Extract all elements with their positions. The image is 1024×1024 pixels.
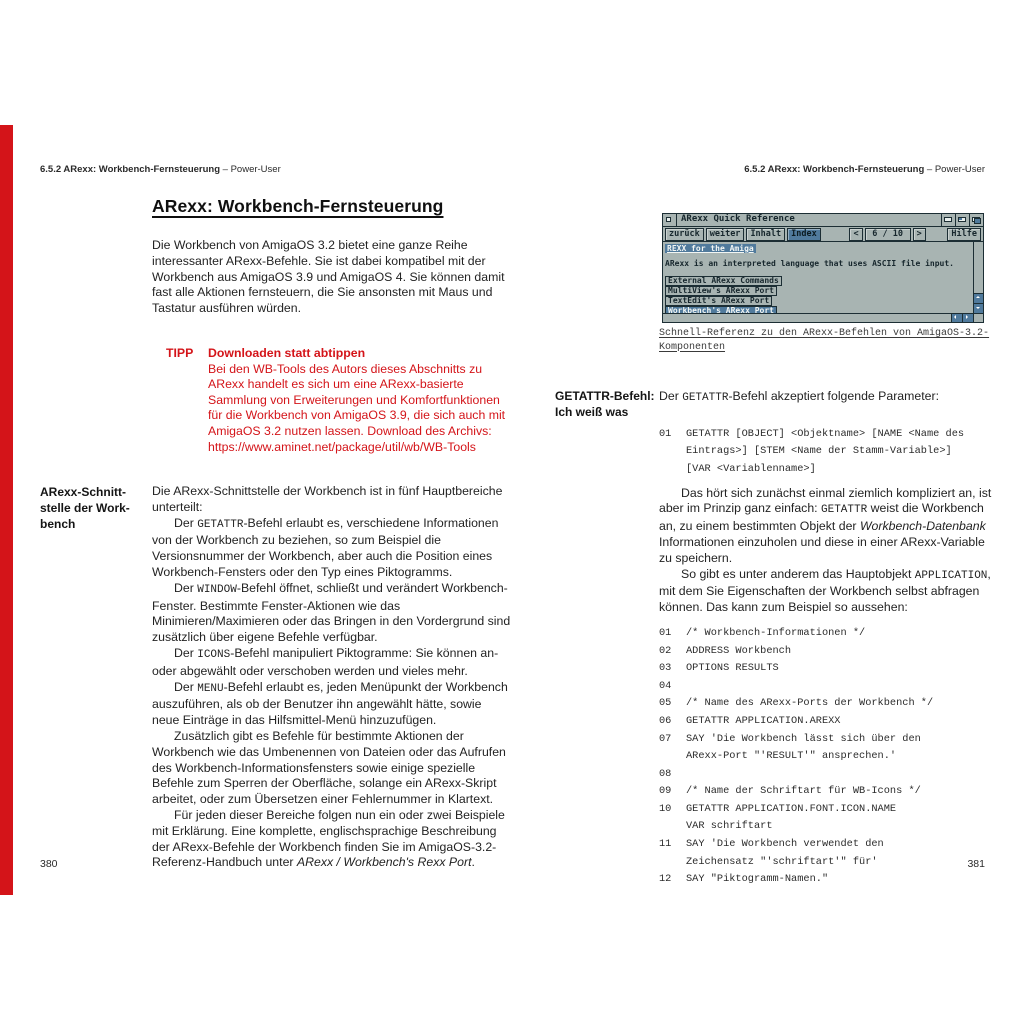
right-body-text (659, 389, 993, 889)
link-external-arexx-commands[interactable]: External ARexx Commands (665, 276, 782, 286)
window-title: ARexx Quick Reference (681, 214, 795, 224)
code-listing-getattr-syntax: 01 GETATTR [OBJECT] <Objektname> [NAME <Name des Eintrags>] [STEM <Name der Stamm-Variable>] [VAR <Variablenname>] (659, 427, 965, 475)
window-toolbar (663, 227, 983, 242)
amiga-window-arexx-quick-reference (662, 213, 984, 323)
body-paragraph: Der WINDOW-Befehl öffnet, schließt und verändert Workbench-Fenster. Bestimmte Fenster-Aktionen wie das Minimieren/Maximieren oder das Bringen in den Vordergrund sind zusätzlich über eigene Befehle verfügbar. (152, 580, 511, 645)
page-title: ARexx: Workbench-Fernsteuerung (152, 196, 444, 216)
link-multiview-arexx-port[interactable]: MultiView's ARexx Port (665, 286, 777, 296)
tip-label: TIPP (166, 346, 194, 360)
page-number-left: 380 (40, 858, 58, 870)
body-paragraph: Zusätzlich gibt es Befehle für bestimmte Aktionen der Workbench wie das Umbenennen von Dateien oder das Aufrufen des Workbench-Informationsfensters sowie einige spezielle Befehle zum Sperren der Oberfläche, solange ein ARexx-Skript arbeitet, oder zum Übersetzen einer Fehlernummer in Klartext. (152, 728, 506, 807)
zoom-gadget-icon[interactable] (955, 214, 969, 226)
close-gadget-icon[interactable] (663, 214, 677, 226)
tip-text: Bei den WB-Tools des Autors dieses Abschnitts zu ARexx handelt es sich um eine ARexx-basierte Sammlung von Erweiterungen und Komfortfunktionen für die Workbench von AmigaOS 3.9, die sich auch mit AmigaOS 3.2 nutzen lassen. Download des Archivs: (208, 361, 506, 438)
back-button[interactable]: zurück (665, 228, 704, 241)
running-header-left (40, 164, 281, 175)
help-button[interactable]: Hilfe (947, 228, 981, 241)
resize-gadget-icon[interactable] (973, 314, 983, 322)
margin-label-getattr-befehl: GETATTR-Befehl: Ich weiß was (555, 389, 655, 419)
scroll-down-icon[interactable] (974, 303, 983, 313)
link-rexx-for-the-amiga[interactable]: REXX for the Amiga (667, 244, 754, 253)
window-titlebar[interactable] (663, 214, 983, 227)
next-page-button[interactable]: > (913, 228, 926, 241)
running-header-section: 6.5.2 ARexx: Workbench-Fernsteuerung (744, 164, 925, 175)
body-paragraph: Die ARexx-Schnittstelle der Workbench ist in fünf Hauptbereiche unterteilt: (152, 484, 503, 514)
page-indicator: 6 / 10 (865, 228, 911, 241)
window-content (663, 242, 973, 313)
vertical-scrollbar[interactable] (973, 242, 983, 313)
body-paragraph: Der ICONS-Befehl manipuliert Piktogramme: Sie können an- oder abgewählt oder verschoben werden und vieles mehr. (152, 645, 499, 678)
tip-body (208, 362, 508, 456)
margin-label-arexx-schnittstelle: ARexx-Schnitt- stelle der Work- bench (40, 485, 130, 531)
scroll-right-icon[interactable] (962, 314, 973, 322)
running-header-right (744, 164, 985, 175)
chapter-color-bar (0, 125, 13, 895)
tip-block (208, 346, 508, 455)
intro-paragraph: Die Workbench von AmigaOS 3.2 bietet eine ganze Reihe interessanter ARexx-Befehle. Sie ist dabei kompatibel mit der Workbench aus AmigaOS 3.9 und AmigaOS 4. Sie können damit fast alle Aktionen fernsteuern, die Sie ansonsten mit Maus und Tastatur ausführen würden. (152, 238, 505, 316)
page-number-right: 381 (967, 858, 985, 870)
left-body-text (152, 484, 512, 871)
forward-button[interactable]: weiter (706, 228, 745, 241)
window-text-line: ARexx is an interpreted language that uses ASCII file input. (665, 259, 954, 268)
iconify-gadget-icon[interactable] (941, 214, 955, 226)
window-link-list (665, 276, 973, 313)
link-workbench-arexx-port[interactable]: Workbench's ARexx Port (665, 306, 777, 313)
body-paragraph: Der GETATTR-Befehl erlaubt es, verschiedene Informationen von der Workbench zu beziehen, so zum Beispiel die Versionsnummer der Workbench, aber auch die Position eines Workbench-Fensters oder den Typ eines Piktogramms. (152, 515, 499, 579)
body-paragraph: Der GETATTR-Befehl akzeptiert folgende Parameter: (659, 389, 939, 404)
running-header-section: 6.5.2 ARexx: Workbench-Fernsteuerung (40, 164, 221, 175)
prev-page-button[interactable]: < (849, 228, 862, 241)
contents-button[interactable]: Inhalt (746, 228, 785, 241)
scroll-up-icon[interactable] (974, 293, 983, 303)
tip-url: https://www.aminet.net/package/util/wb/WB-Tools (208, 439, 476, 454)
screenshot-caption: Schnell-Referenz zu den ARexx-Befehlen von AmigaOS-3.2- Komponenten (659, 328, 990, 353)
tip-title: Downloaden statt abtippen (208, 346, 366, 360)
code-listing-example: 01 /* Workbench-Informationen */ 02 ADDRESS Workbench 03 OPTIONS RESULTS 04 05 /* Name des ARexx-Ports der Workbench */ 06 GETATTR APPLICATION.AREXX 07 SAY 'Die Workbench lässt sich über den ARexx-Port "'RESULT'" ansprechen.' 08 09 /* Name der Schriftart für WB-Icons */ 10 GETATTR APPLICATION.FONT.ICON.NAME VAR schriftart 11 SAY 'Die Workbench verwendet den Zeichensatz "'schriftart'" für' 12 SAY "Piktogramm-Namen." (659, 626, 934, 886)
horizontal-scrollbar[interactable] (663, 313, 983, 322)
body-paragraph: Der MENU-Befehl erlaubt es, jeden Menüpunkt der Workbench auszuführen, als ob der Benutzer ihn angewählt hätte, sowie neue Einträge in das Hilfsmittel-Menü hinzuzufügen. (152, 679, 508, 728)
body-paragraph: So gibt es unter anderem das Hauptobjekt APPLICATION, mit dem Sie Eigenschaften der Workbench selbst abfragen können. Das kann zum Beispiel so aussehen: (659, 566, 991, 615)
link-textedit-arexx-port[interactable]: TextEdit's ARexx Port (665, 296, 772, 306)
body-paragraph: Für jeden dieser Bereiche folgen nun ein oder zwei Beispiele mit Erklärung. Eine komplette, englischsprachige Beschreibung der ARexx-Befehle der Workbench finden Sie im AmigaOS-3.2-Referenz-Handbuch unter ARexx / Workbench's Rexx Port. (152, 807, 505, 870)
scroll-left-icon[interactable] (951, 314, 962, 322)
depth-gadget-icon[interactable] (969, 214, 983, 226)
index-button[interactable]: Index (787, 228, 821, 241)
body-paragraph: Das hört sich zunächst einmal ziemlich kompliziert an, ist aber im Prinzip ganz einfach: GETATTR weist die Workbench an, zu einem bestimmten Objekt der Workbench-Datenbank Informationen einzuholen und diese in einer ARexx-Variable zu speichern. (659, 485, 992, 565)
running-header-suffix: – Power-User (924, 164, 985, 175)
running-header-suffix: – Power-User (220, 164, 281, 175)
